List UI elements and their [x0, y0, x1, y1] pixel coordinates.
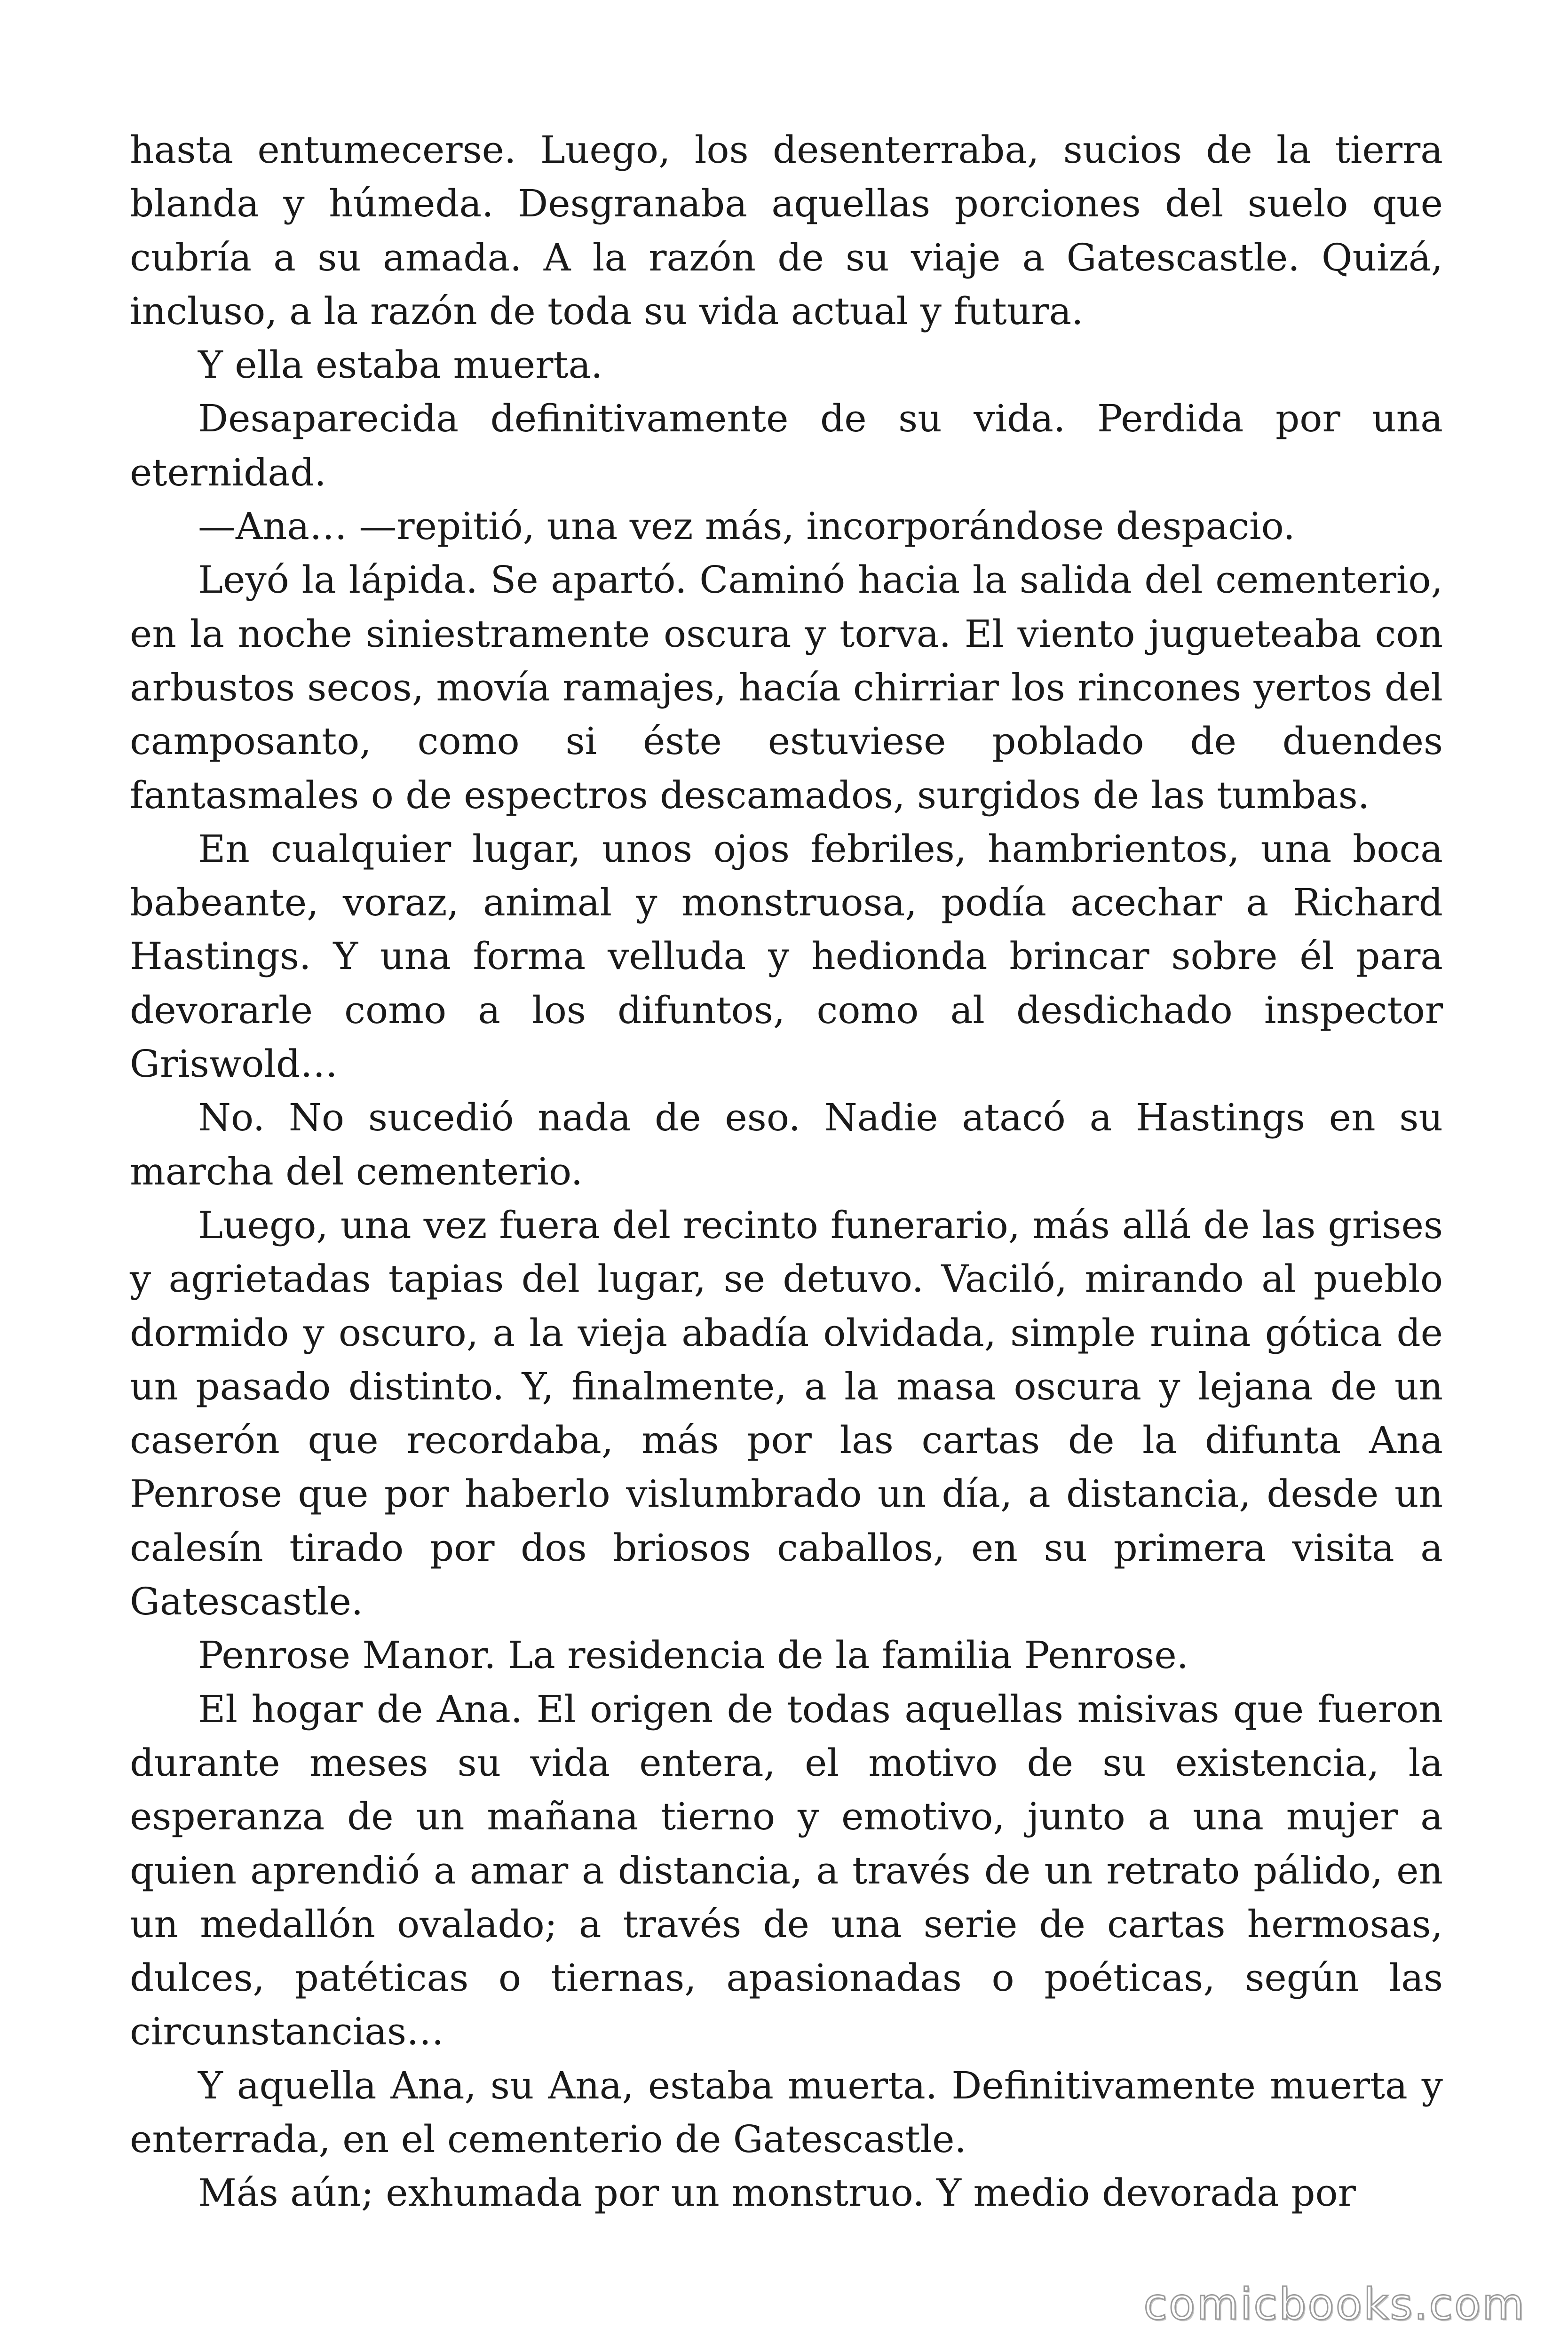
paragraph: Más aún; exhumada por un monstruo. Y medio devorada por — [198, 2171, 1356, 2215]
paragraph: Y aquella Ana, su Ana, estaba muerta. Definitivamente muerta y enterrada, en el cementerio de Gatescastle. — [130, 2063, 1443, 2161]
paragraph: Penrose Manor. La residencia de la familia Penrose. — [198, 1633, 1189, 1677]
paragraph: En cualquier lugar, unos ojos febriles, hambrientos, una boca babeante, voraz, animal y monstruosa, podía acechar a Richard Hastings. Y una forma velluda y hedionda brincar sobre él para devorarle como a los difuntos, como al desdichado inspector Griswold… — [130, 826, 1443, 1086]
paragraph: Y ella estaba muerta. — [198, 343, 603, 387]
paragraph: No. No sucedió nada de eso. Nadie atacó a Hastings en su marcha del cementerio. — [130, 1096, 1443, 1193]
paragraph: Luego, una vez fuera del recinto funerario, más allá de las grises y agrietadas tapias del lugar, se detuvo. Vaciló, mirando al pueblo dormido y oscuro, a la vieja abadía olvidada, simple ruina gótica de un pasado distinto. Y, finalmente, a la masa oscura y lejana de un caserón que recordaba, más por las cartas de la difunta Ana Penrose que por haberlo vislumbrado un día, a distancia, desde un calesín tirado por dos briosos caballos, en su primera visita a Gatescastle. — [130, 1203, 1443, 1624]
watermark: comicbooks.com — [1143, 2279, 1526, 2329]
paragraph: Desaparecida definitivamente de su vida. Perdida por una eternidad. — [130, 397, 1443, 494]
book-page-body — [130, 123, 1443, 2220]
dialogue-paragraph: —Ana… —repitió, una vez más, incorporándose despacio. — [198, 504, 1295, 548]
paragraph: El hogar de Ana. El origen de todas aquellas misivas que fueron durante meses su vida entera, el motivo de su existencia, la esperanza de un mañana tierno y emotivo, junto a una mujer a quien aprendió a amar a distancia, a través de un retrato pálido, en un medallón ovalado; a través de una serie de cartas hermosas, dulces, patéticas o tiernas, apasionadas o poéticas, según las circunstancias… — [130, 1687, 1443, 2054]
paragraph: Leyó la lápida. Se apartó. Caminó hacia la salida del cementerio, en la noche siniestramente oscura y torva. El viento jugueteaba con arbustos secos, movía ramajes, hacía chirriar los rincones yertos del camposanto, como si éste estuviese poblado de duendes fantasmales o de espectros descamados, surgidos de las tumbas. — [130, 558, 1443, 817]
paragraph-continuation: hasta entumecerse. Luego, los desenterraba, sucios de la tierra blanda y húmeda. Desgranaba aquellas porciones del suelo que cubría a su amada. A la razón de su viaje a Gatescastle. Quizá, incluso, a la razón de toda su vida actual y futura. — [130, 128, 1443, 333]
